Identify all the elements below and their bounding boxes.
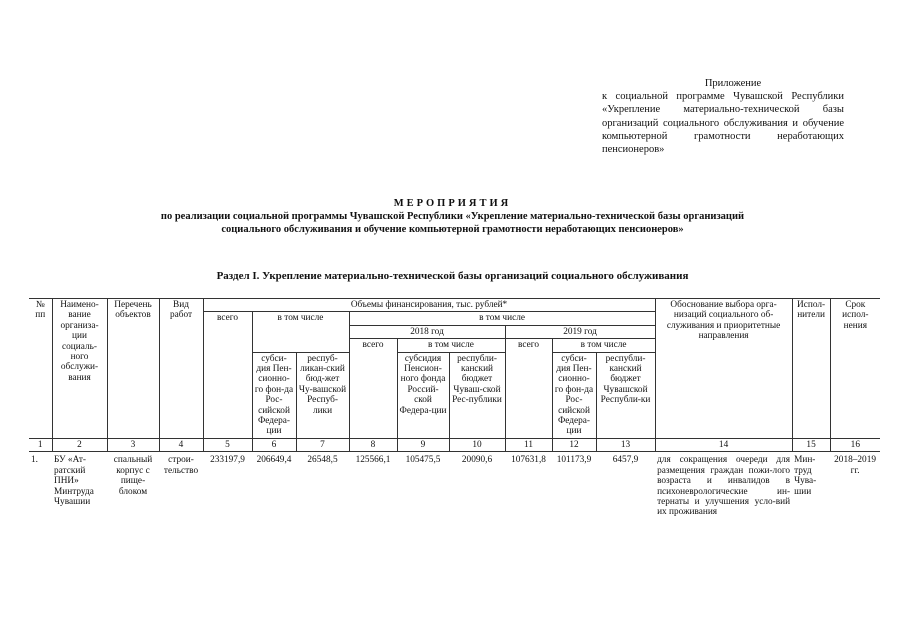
table-cell: 6457,9 xyxy=(612,455,639,466)
header-2018: 2018 год xyxy=(349,325,505,338)
measures-table xyxy=(29,298,880,519)
header-objects: Перечень объектов xyxy=(107,299,159,439)
header-total-2018: всего xyxy=(349,339,397,439)
column-numbers-row xyxy=(29,438,880,451)
table-cell: 2018–2019 гг. xyxy=(834,455,876,476)
column-number: 9 xyxy=(397,438,449,451)
column-number: 5 xyxy=(203,438,252,451)
header-pension-fund: субси-дия Пен-сионно-го фон-да Рос-сийской Федера-ции xyxy=(252,352,296,438)
appendix-note xyxy=(602,77,844,156)
document-subtitle-line2: социального обслуживания и обучение компьютерной грамотности неработающих пенсионеров» xyxy=(221,224,684,235)
header-republic-budget: респуб-ликан-ский бюд-жет Чу-вашской Респуб-лики xyxy=(296,352,349,438)
appendix-text: к социальной программе Чувашской Республики «Укрепление материально-технической базы организаций социального обслуживания и обучение компьютерной грамотности неработающих пенсионеров» xyxy=(602,91,844,156)
header-work: Вид работ xyxy=(159,299,203,439)
column-number: 2 xyxy=(52,438,107,451)
column-number: 15 xyxy=(792,438,830,451)
table-cell: Мин-труд Чува-шии xyxy=(794,455,817,497)
header-reason: Обоснование выбора орга-низаций социального об-служивания и приоритетные направления xyxy=(655,299,792,439)
column-number: 10 xyxy=(449,438,505,451)
table-cell: строи-тельство xyxy=(163,455,199,476)
header-2019: 2019 год xyxy=(505,325,655,338)
header-pension-fund-2019: субси-дия Пен-сионно-го фон-да Рос-сийской Федера-ции xyxy=(552,352,596,438)
table-cell: для сокращения очереди для размещения граждан пожи-лого возраста и инвалидов в психоневрологические ин-тернаты и улучшения усло-вий их проживания xyxy=(657,455,791,518)
header-including-years: в том числе xyxy=(349,312,655,325)
table-cell: БУ «Ат-ратский ПНИ» Минтруда Чувашии xyxy=(54,455,94,507)
column-number: 4 xyxy=(159,438,203,451)
column-number: 3 xyxy=(107,438,159,451)
column-number: 7 xyxy=(296,438,349,451)
column-number: 8 xyxy=(349,438,397,451)
column-number: 13 xyxy=(596,438,655,451)
table-cell: 101173,9 xyxy=(556,455,592,466)
header-pension-fund-2018: субсидия Пенсион-ного фонда Россий-ской Федера-ции xyxy=(397,352,449,438)
column-number: 1 xyxy=(29,438,52,451)
column-number: 16 xyxy=(830,438,880,451)
header-including-2018: в том числе xyxy=(397,339,505,352)
table-cell: спальный корпус с пище-блоком xyxy=(113,455,153,497)
header-term: Срок испол-нения xyxy=(830,299,880,439)
table-cell: 107631,8 xyxy=(511,455,546,466)
table-cell: 125566,1 xyxy=(355,455,391,466)
header-total-2019: всего xyxy=(505,339,552,439)
section-title: Раздел I. Укрепление материально-технической базы организаций социального обслуживания xyxy=(216,270,689,282)
header-total: всего xyxy=(203,312,252,438)
document-title: МЕРОПРИЯТИЯ xyxy=(393,198,512,209)
header-republic-budget-2019: республи-канский бюджет Чувашской Республи-ки xyxy=(596,352,655,438)
document-subtitle-line1: по реализации социальной программы Чувашской Республики «Укрепление материально-технической базы организаций xyxy=(160,211,745,222)
table-cell: 233197,9 xyxy=(210,455,245,466)
column-number: 6 xyxy=(252,438,296,451)
header-including: в том числе xyxy=(252,312,349,352)
table-cell: 105475,5 xyxy=(405,455,441,466)
appendix-title: Приложение xyxy=(704,78,762,89)
header-executors: Испол-нители xyxy=(792,299,830,439)
table-row xyxy=(29,452,880,519)
header-org: Наимено-вание организа-ции социаль-ного обслужи-вания xyxy=(52,299,107,439)
column-number: 14 xyxy=(655,438,792,451)
header-funding: Объемы финансирования, тыс. рублей* xyxy=(203,299,655,312)
column-number: 11 xyxy=(505,438,552,451)
column-number: 12 xyxy=(552,438,596,451)
header-num: № пп xyxy=(29,299,52,439)
table-cell: 1. xyxy=(31,455,38,466)
table-cell: 26548,5 xyxy=(307,455,338,466)
header-republic-budget-2018: республи-канский бюджет Чуваш-ской Рес-публики xyxy=(449,352,505,438)
table-cell: 20090,6 xyxy=(461,455,493,466)
header-including-2019: в том числе xyxy=(552,339,655,352)
table-cell: 206649,4 xyxy=(256,455,292,466)
